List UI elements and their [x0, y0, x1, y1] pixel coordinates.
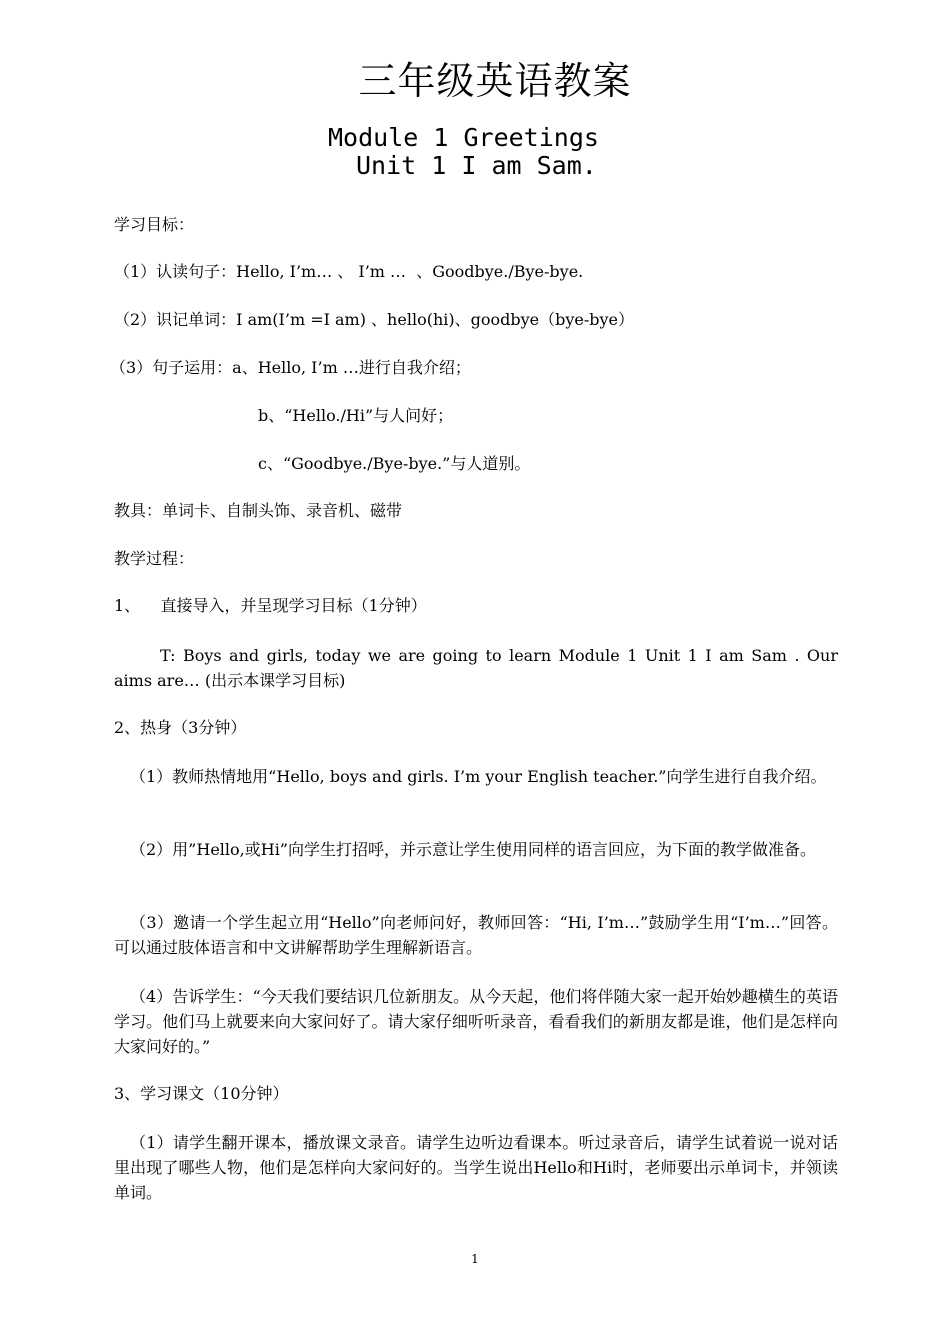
page-number: 1: [471, 1252, 479, 1266]
objective-item: （1）认读句子：Hello, I’m… 、 I’m … 、Goodbye./Bye-bye.: [114, 262, 584, 281]
objective-subitem: c、“Goodbye./Bye-bye.”与人道别。: [258, 454, 531, 473]
unit-heading: Unit 1 I am Sam.: [356, 151, 597, 180]
step2-item: （3）邀请一个学生起立用“Hello”向老师问好，教师回答：“Hi, I’m…”鼓励学生用“I’m…”回答。可以通过肢体语言和中文讲解帮助学生理解新语言。: [114, 913, 838, 957]
step2-item: （1）教师热情地用“Hello, boys and girls. I’m your English teacher.”向学生进行自我介绍。: [130, 767, 827, 786]
objective-subitem: b、“Hello./Hi”与人问好；: [258, 406, 454, 425]
step2-item: （4）告诉学生：“今天我们要结识几位新朋友。从今天起，他们将伴随大家一起开始妙趣横生的英语学习。他们马上就要来向大家问好了。请大家仔细听听录音，看看我们的新朋友都是谁，他们是怎样向大家问好的。”: [114, 987, 838, 1056]
process-heading: 教学过程：: [114, 549, 195, 568]
teaching-aids: 教具：单词卡、自制头饰、录音机、磁带: [114, 501, 403, 520]
step2-heading: 2、热身（3分钟）: [114, 718, 247, 737]
objective-item: （2）识记单词：I am(I’m =I am) 、hello(hi)、goodbye（bye-bye）: [114, 310, 635, 329]
step2-item: （2）用”Hello,或Hi”向学生打招呼，并示意让学生使用同样的语言回应，为下面的教学做准备。: [130, 840, 816, 859]
step3-item: （1）请学生翻开课本，播放课文录音。请学生边听边看课本。听过录音后，请学生试着说一说对话里出现了哪些人物，他们是怎样向大家问好的。当学生说出Hello和Hi时，老师要出示单词卡，并领读单词。: [114, 1133, 838, 1202]
step1-heading: 1、 直接导入，并呈现学习目标（1分钟）: [114, 596, 427, 615]
module-heading: Module 1 Greetings: [328, 123, 599, 152]
document-title: 三年级英语教案: [358, 59, 632, 103]
objectives-heading: 学习目标：: [114, 215, 195, 234]
step3-heading: 3、学习课文（10分钟）: [114, 1084, 289, 1103]
objective-item: （3）句子运用：a、Hello, I’m …进行自我介绍；: [110, 358, 471, 377]
step1-text: T: Boys and girls, today we are going to learn Module 1 Unit 1 I am Sam . Our aims are… (出示本课学习目标): [114, 646, 838, 690]
